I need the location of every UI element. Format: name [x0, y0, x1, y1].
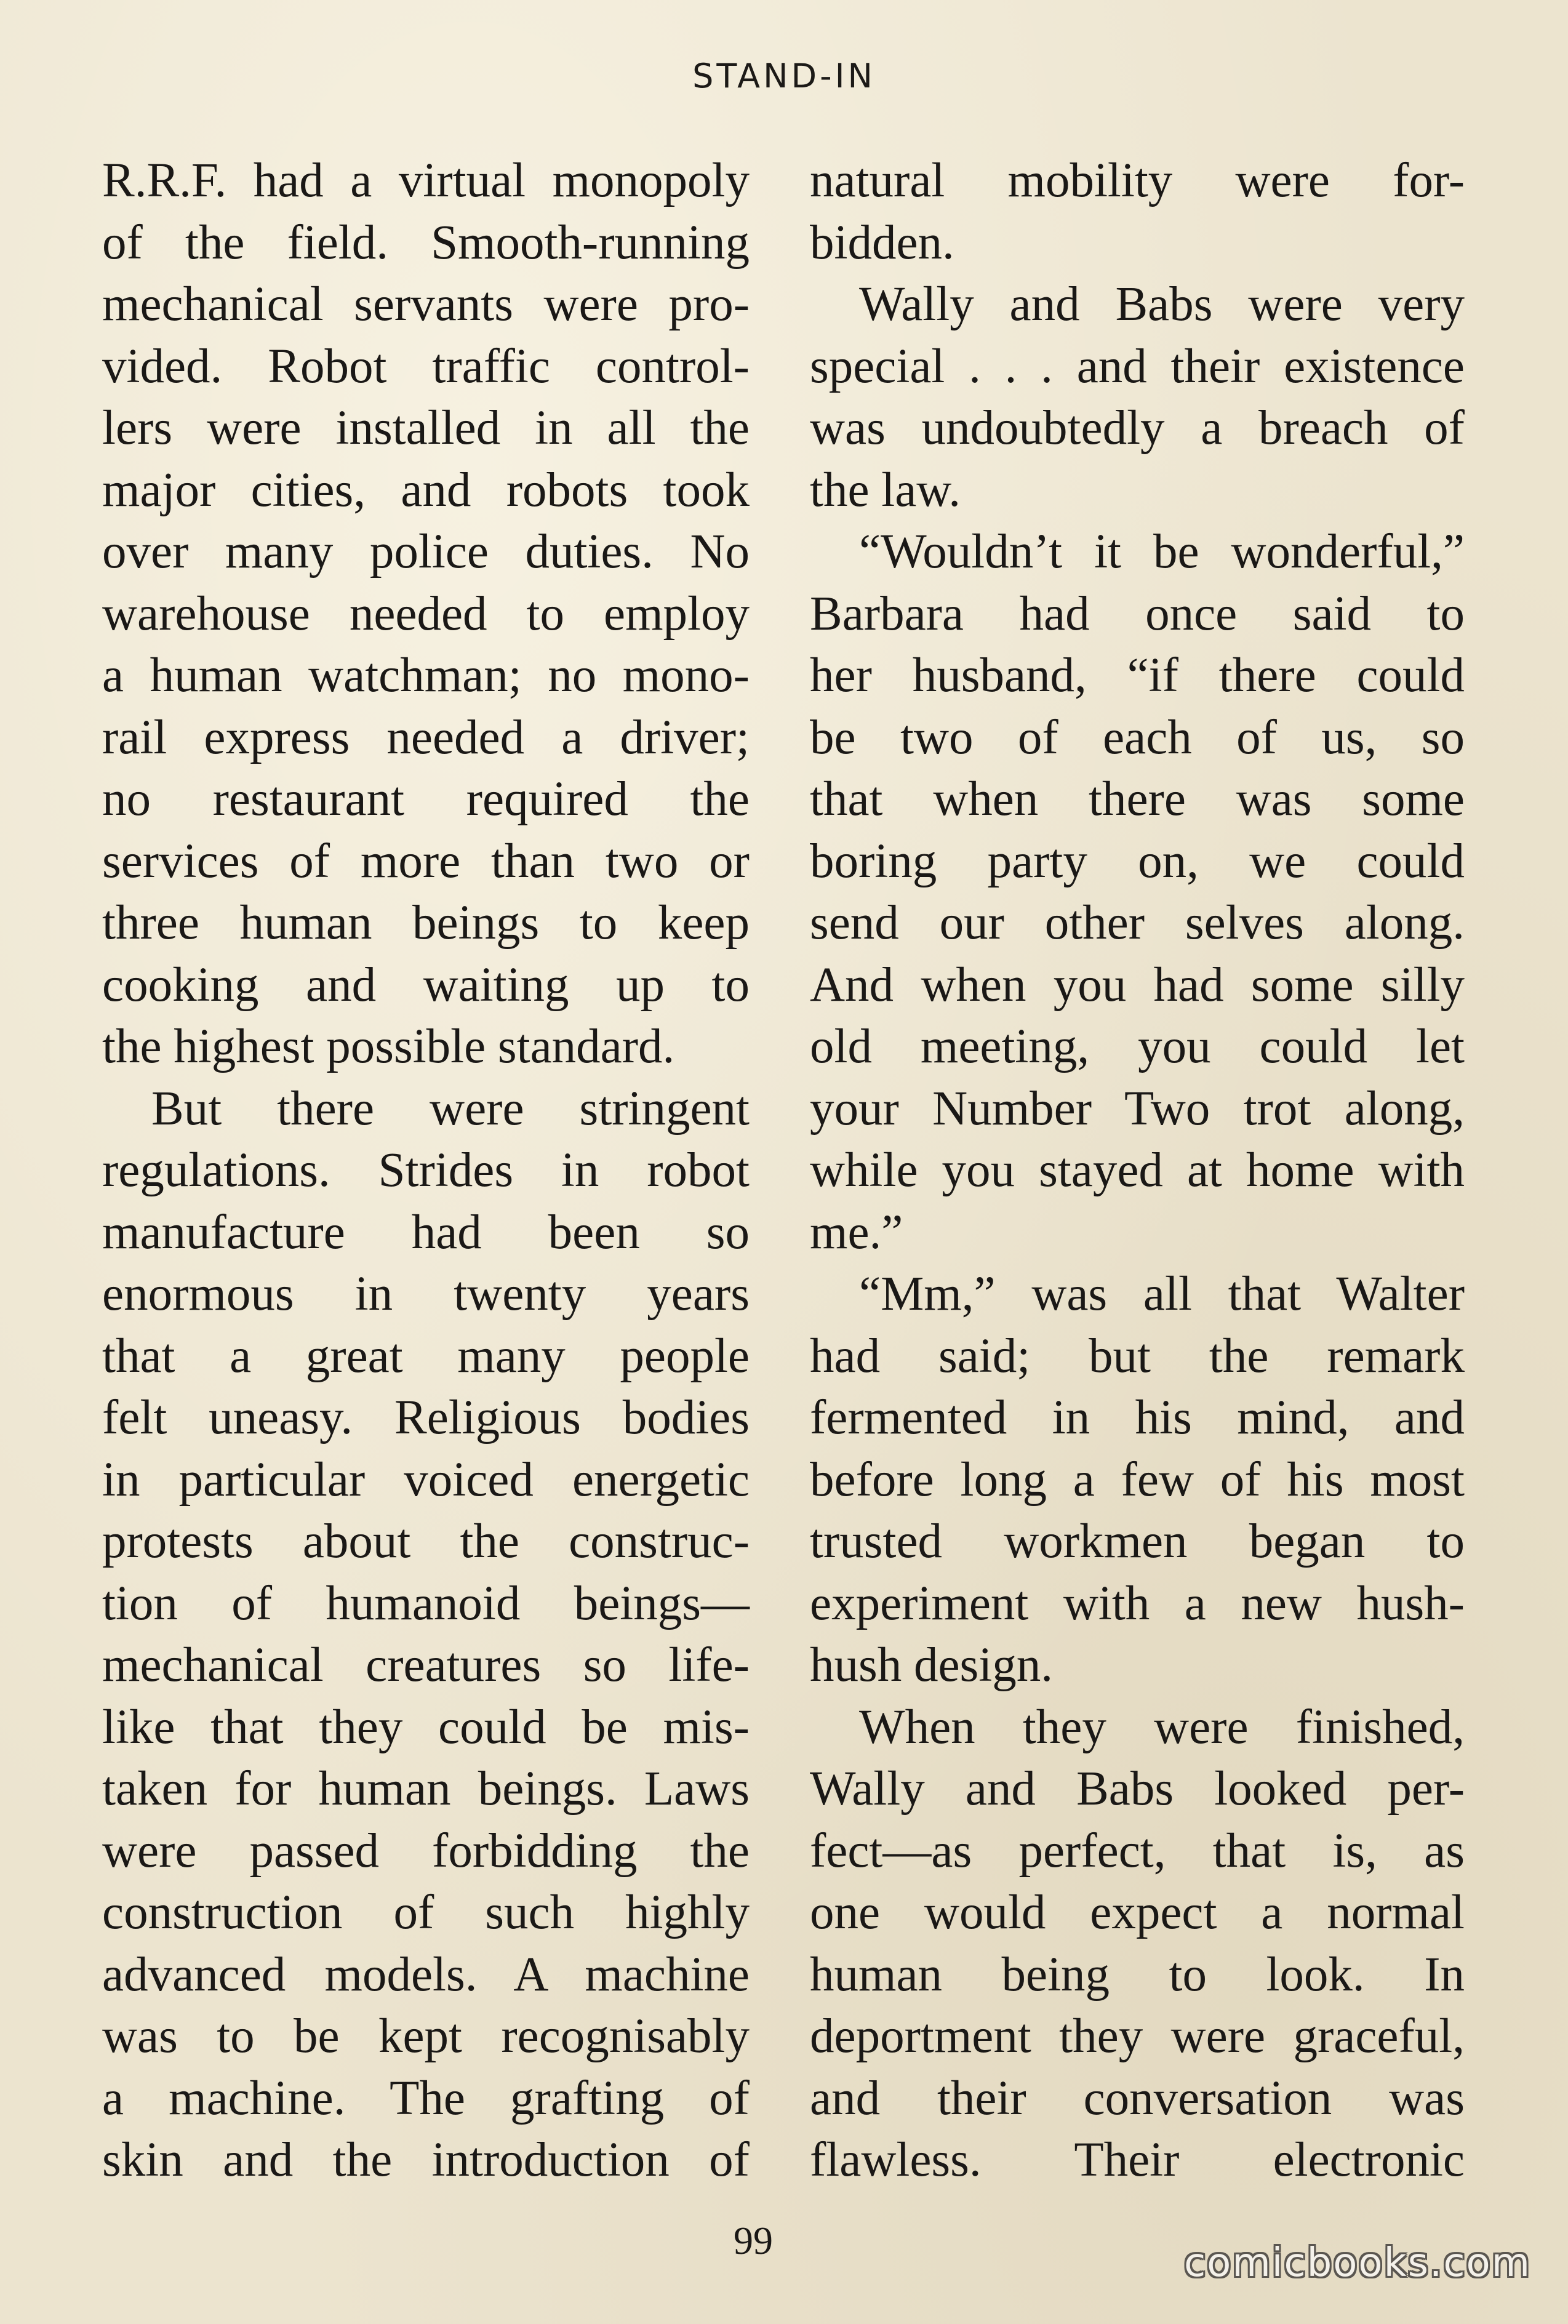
text-line: was undoubtedly a breach of [810, 401, 1465, 455]
text-line: taken for human beings. Laws [102, 1762, 750, 1816]
text-line: mechanical servants were pro- [102, 278, 750, 331]
text-line: the law. [810, 463, 961, 517]
text-line: was to be kept recognisably [102, 2009, 750, 2063]
text-line: enormous in twenty years [102, 1267, 750, 1321]
text-line: warehouse needed to employ [102, 587, 750, 641]
text-line: experiment with a new hush- [810, 1576, 1465, 1630]
text-line: no restaurant required the [102, 772, 750, 826]
text-line: that a great many people [102, 1329, 750, 1383]
text-line: of the field. Smooth-running [102, 215, 750, 270]
text-line: advanced models. A machine [102, 1947, 750, 2001]
text-line: services of more than two or [102, 834, 750, 888]
watermark-logo: comicbooks.com [1183, 2240, 1531, 2286]
text-line: three human beings to keep [102, 896, 750, 950]
text-line: had said; but the remark [810, 1329, 1465, 1383]
text-line: human being to look. In [810, 1947, 1465, 2001]
text-line: me.” [810, 1205, 903, 1259]
text-line: hush design. [810, 1638, 1053, 1692]
text-line: R.R.F. had a virtual monopoly [102, 154, 750, 207]
text-line: tion of humanoid beings— [102, 1576, 750, 1630]
text-line: But there were stringent [151, 1081, 750, 1136]
text-line: before long a few of his most [810, 1452, 1465, 1507]
text-line: fermented in his mind, and [810, 1391, 1465, 1444]
text-line: Barbara had once said to [810, 587, 1465, 641]
text-line: flawless. Their electronic [810, 2133, 1465, 2187]
text-line: that when there was some [810, 772, 1465, 826]
text-line: over many police duties. No [102, 525, 750, 579]
text-line: special . . . and their existence [810, 339, 1465, 393]
running-head: STAND-IN [692, 57, 876, 95]
text-line: Wally and Babs looked per- [810, 1762, 1465, 1816]
text-line: deportment they were graceful, [810, 2009, 1465, 2063]
text-line: cooking and waiting up to [102, 958, 750, 1012]
text-line: one would expect a normal [810, 1886, 1465, 1939]
text-line: vided. Robot traffic control- [102, 339, 750, 393]
text-line: and their conversation was [810, 2071, 1465, 2125]
text-line: old meeting, you could let [810, 1020, 1465, 1073]
text-line: bidden. [810, 215, 954, 270]
text-line: fect—as perfect, that is, as [810, 1824, 1465, 1878]
text-line: regulations. Strides in robot [102, 1144, 750, 1197]
text-column-right [810, 150, 1465, 2192]
text-line: be two of each of us, so [810, 710, 1465, 764]
text-line: And when you had some silly [810, 958, 1465, 1012]
text-line: her husband, “if there could [810, 649, 1465, 702]
text-line: your Number Two trot along, [810, 1081, 1465, 1136]
text-line: protests about the construc- [102, 1515, 750, 1568]
text-line: natural mobility were for- [810, 154, 1465, 207]
text-line: send our other selves along. [810, 896, 1465, 950]
text-line: “Mm,” was all that Walter [859, 1267, 1465, 1321]
text-line: rail express needed a driver; [102, 710, 750, 764]
text-line: a human watchman; no mono- [102, 649, 750, 702]
text-line: felt uneasy. Religious bodies [102, 1391, 750, 1444]
text-line: major cities, and robots took [102, 463, 750, 517]
text-line: were passed forbidding the [102, 1824, 750, 1878]
text-line: lers were installed in all the [102, 401, 750, 455]
text-line: trusted workmen began to [810, 1515, 1465, 1568]
text-line: Wally and Babs were very [859, 278, 1465, 331]
text-line: a machine. The grafting of [102, 2071, 750, 2125]
text-line: while you stayed at home with [810, 1144, 1465, 1197]
text-line: in particular voiced energetic [102, 1452, 750, 1507]
text-line: “Wouldn’t it be wonderful,” [859, 525, 1465, 579]
text-line: the highest possible standard. [102, 1020, 675, 1073]
text-line: skin and the introduction of [102, 2133, 750, 2187]
text-line: construction of such highly [102, 1886, 750, 1939]
text-line: When they were finished, [859, 1700, 1465, 1754]
text-line: mechanical creatures so life- [102, 1638, 750, 1692]
text-line: boring party on, we could [810, 834, 1465, 888]
page-number: 99 [734, 2219, 773, 2262]
text-line: like that they could be mis- [102, 1700, 750, 1754]
text-column-left [102, 150, 750, 2192]
text-line: manufacture had been so [102, 1205, 750, 1259]
